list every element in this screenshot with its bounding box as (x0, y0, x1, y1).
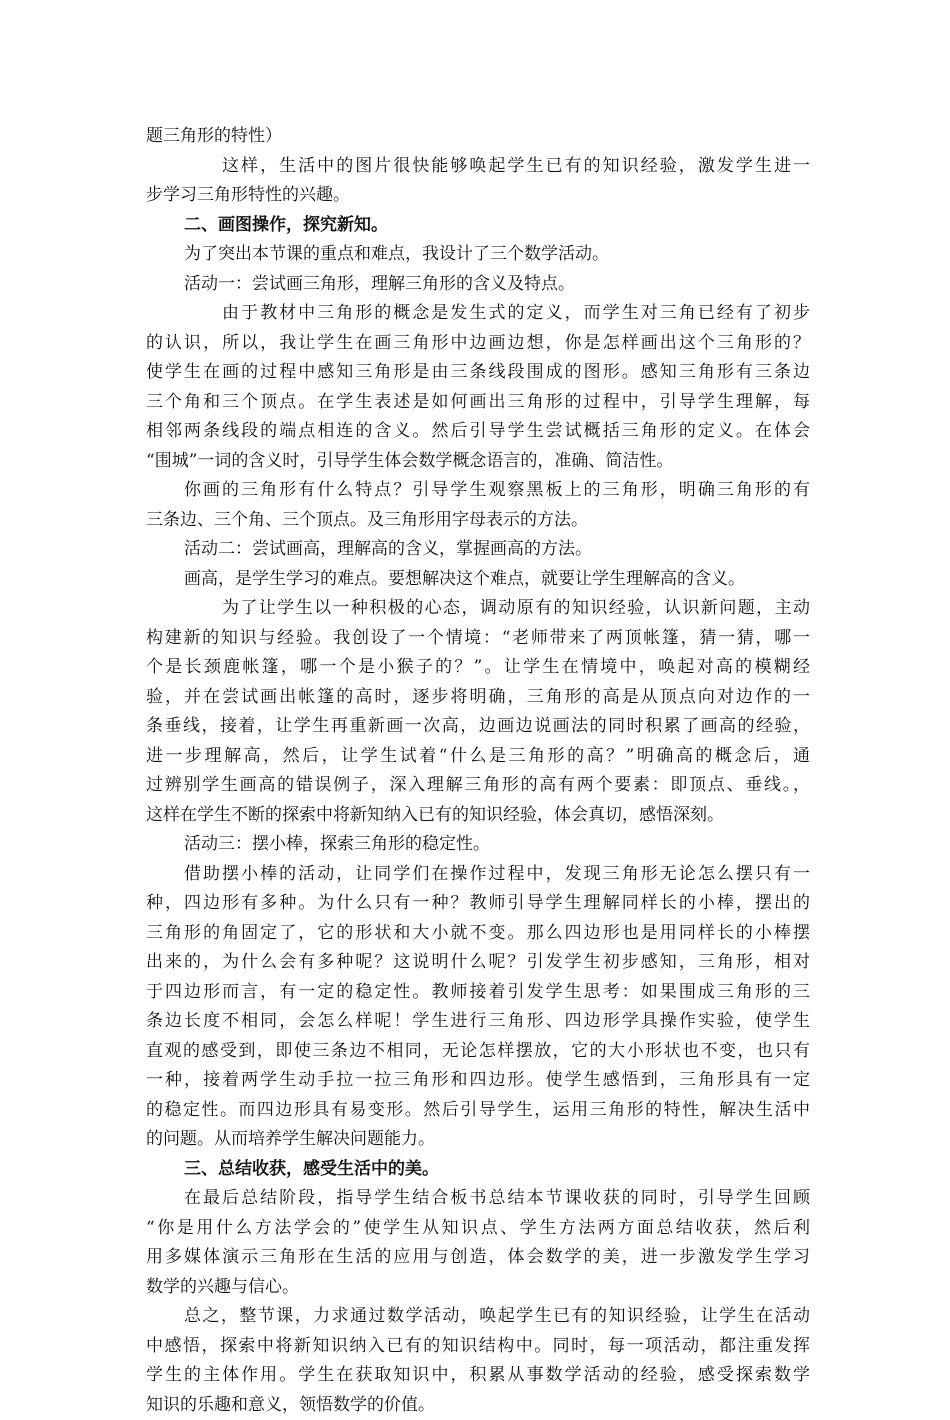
text-line: 步学习三角形特性的兴趣。 (146, 181, 810, 211)
text-line: 总之，整节课，力求通过数学活动，唤起学生已有的知识经验，让学生在活动 (146, 1302, 810, 1332)
text-line: 相邻两条线段的端点相连的含义。然后引导学生尝试概括三角形的定义。在体会 (146, 417, 810, 447)
text-line: 用多媒体演示三角形在生活的应用与创造，体会数学的美，进一步激发学生学习 (146, 1243, 810, 1273)
text-line: 过辨别学生画高的错误例子，深入理解三角形的高有两个要素：即顶点、垂线。， (146, 771, 810, 801)
text-line: 出来的，为什么会有多种呢？这说明什么呢？引发学生初步感知，三角形，相对 (146, 948, 810, 978)
text-line: 在最后总结阶段，指导学生结合板书总结本节课收获的同时，引导学生回顾 (146, 1184, 810, 1214)
text-line: 画高，是学生学习的难点。要想解决这个难点，就要让学生理解高的含义。 (146, 565, 810, 595)
text-line: 进一步理解高，然后，让学生试着“什么是三角形的高？”明确高的概念后，通 (146, 742, 810, 772)
text-line: 三角形的角固定了，它的形状和大小就不变。那么四边形也是用同样长的小棒摆 (146, 919, 810, 949)
text-line: 中感悟，探索中将新知识纳入已有的知识结构中。同时，每一项活动，都注重发挥 (146, 1332, 810, 1362)
text-line: 条边长度不相同，会怎么样呢！学生进行三角形、四边形学具操作实验，使学生 (146, 1007, 810, 1037)
text-line: 于四边形而言，有一定的稳定性。教师接着引发学生思考：如果围成三角形的三 (146, 978, 810, 1008)
text-line: “你是用什么方法学会的”使学生从知识点、学生方法两方面总结收获，然后利 (146, 1214, 810, 1244)
text-line: 学生的主体作用。学生在获取知识中，积累从事数学活动的经验，感受探索数学 (146, 1361, 810, 1391)
text-line: 的认识，所以，我让学生在画三角形中边画边想，你是怎样画出这个三角形的？ (146, 329, 810, 359)
text-line: 借助摆小棒的活动，让同学们在操作过程中，发现三角形无论怎么摆只有一 (146, 860, 810, 890)
section-heading: 三、总结收获，感受生活中的美。 (146, 1155, 810, 1185)
text-line: 使学生在画的过程中感知三角形是由三条线段围成的图形。感知三角形有三条边 (146, 358, 810, 388)
text-line: 活动二：尝试画高，理解高的含义，掌握画高的方法。 (146, 535, 810, 565)
text-line: 三个角和三个顶点。在学生表述是如何画出三角形的过程中，引导学生理解，每 (146, 388, 810, 418)
text-line: 个是长颈鹿帐篷，哪一个是小猴子的？”。让学生在情境中，唤起对高的模糊经 (146, 653, 810, 683)
text-line: 由于教材中三角形的概念是发生式的定义，而学生对三角已经有了初步 (146, 299, 810, 329)
text-line: 这样在学生不断的探索中将新知纳入已有的知识经验，体会真切，感悟深刻。 (146, 801, 810, 831)
text-line: 你画的三角形有什么特点？引导学生观察黑板上的三角形，明确三角形的有 (146, 476, 810, 506)
text-line: 题三角形的特性） (146, 122, 810, 152)
text-line: 为了突出本节课的重点和难点，我设计了三个数学活动。 (146, 240, 810, 270)
text-line: 知识的乐趣和意义，领悟数学的价值。 (146, 1391, 810, 1420)
text-line: 的问题。从而培养学生解决问题能力。 (146, 1125, 810, 1155)
text-line: 种，四边形有多种。为什么只有一种？教师引导学生理解同样长的小棒，摆出的 (146, 889, 810, 919)
text-line: 这样，生活中的图片很快能够唤起学生已有的知识经验，激发学生进一 (146, 152, 810, 182)
text-line: 为了让学生以一种积极的心态，调动原有的知识经验，认识新问题，主动 (146, 594, 810, 624)
text-line: 条垂线，接着，让学生再重新画一次高，边画边说画法的同时积累了画高的经验， (146, 712, 810, 742)
text-line: 直观的感受到，即使三条边不相同，无论怎样摆放，它的大小形状也不变，也只有 (146, 1037, 810, 1067)
section-heading: 二、画图操作，探究新知。 (146, 211, 810, 241)
text-line: 活动三：摆小棒，探索三角形的稳定性。 (146, 830, 810, 860)
text-line: 构建新的知识与经验。我创设了一个情境：“老师带来了两顶帐篷，猜一猜，哪一 (146, 624, 810, 654)
text-line: 数学的兴趣与信心。 (146, 1273, 810, 1303)
document-body (146, 122, 810, 1420)
text-line: 验，并在尝试画出帐篷的高时，逐步将明确，三角形的高是从顶点向对边作的一 (146, 683, 810, 713)
text-line: 活动一：尝试画三角形，理解三角形的含义及特点。 (146, 270, 810, 300)
text-line: 一种，接着两学生动手拉一拉三角形和四边形。使学生感悟到，三角形具有一定 (146, 1066, 810, 1096)
text-line: 的稳定性。而四边形具有易变形。然后引导学生，运用三角形的特性，解决生活中 (146, 1096, 810, 1126)
text-line: “围城”一词的含义时，引导学生体会数学概念语言的，准确、简洁性。 (146, 447, 810, 477)
text-line: 三条边、三个角、三个顶点。及三角形用字母表示的方法。 (146, 506, 810, 536)
